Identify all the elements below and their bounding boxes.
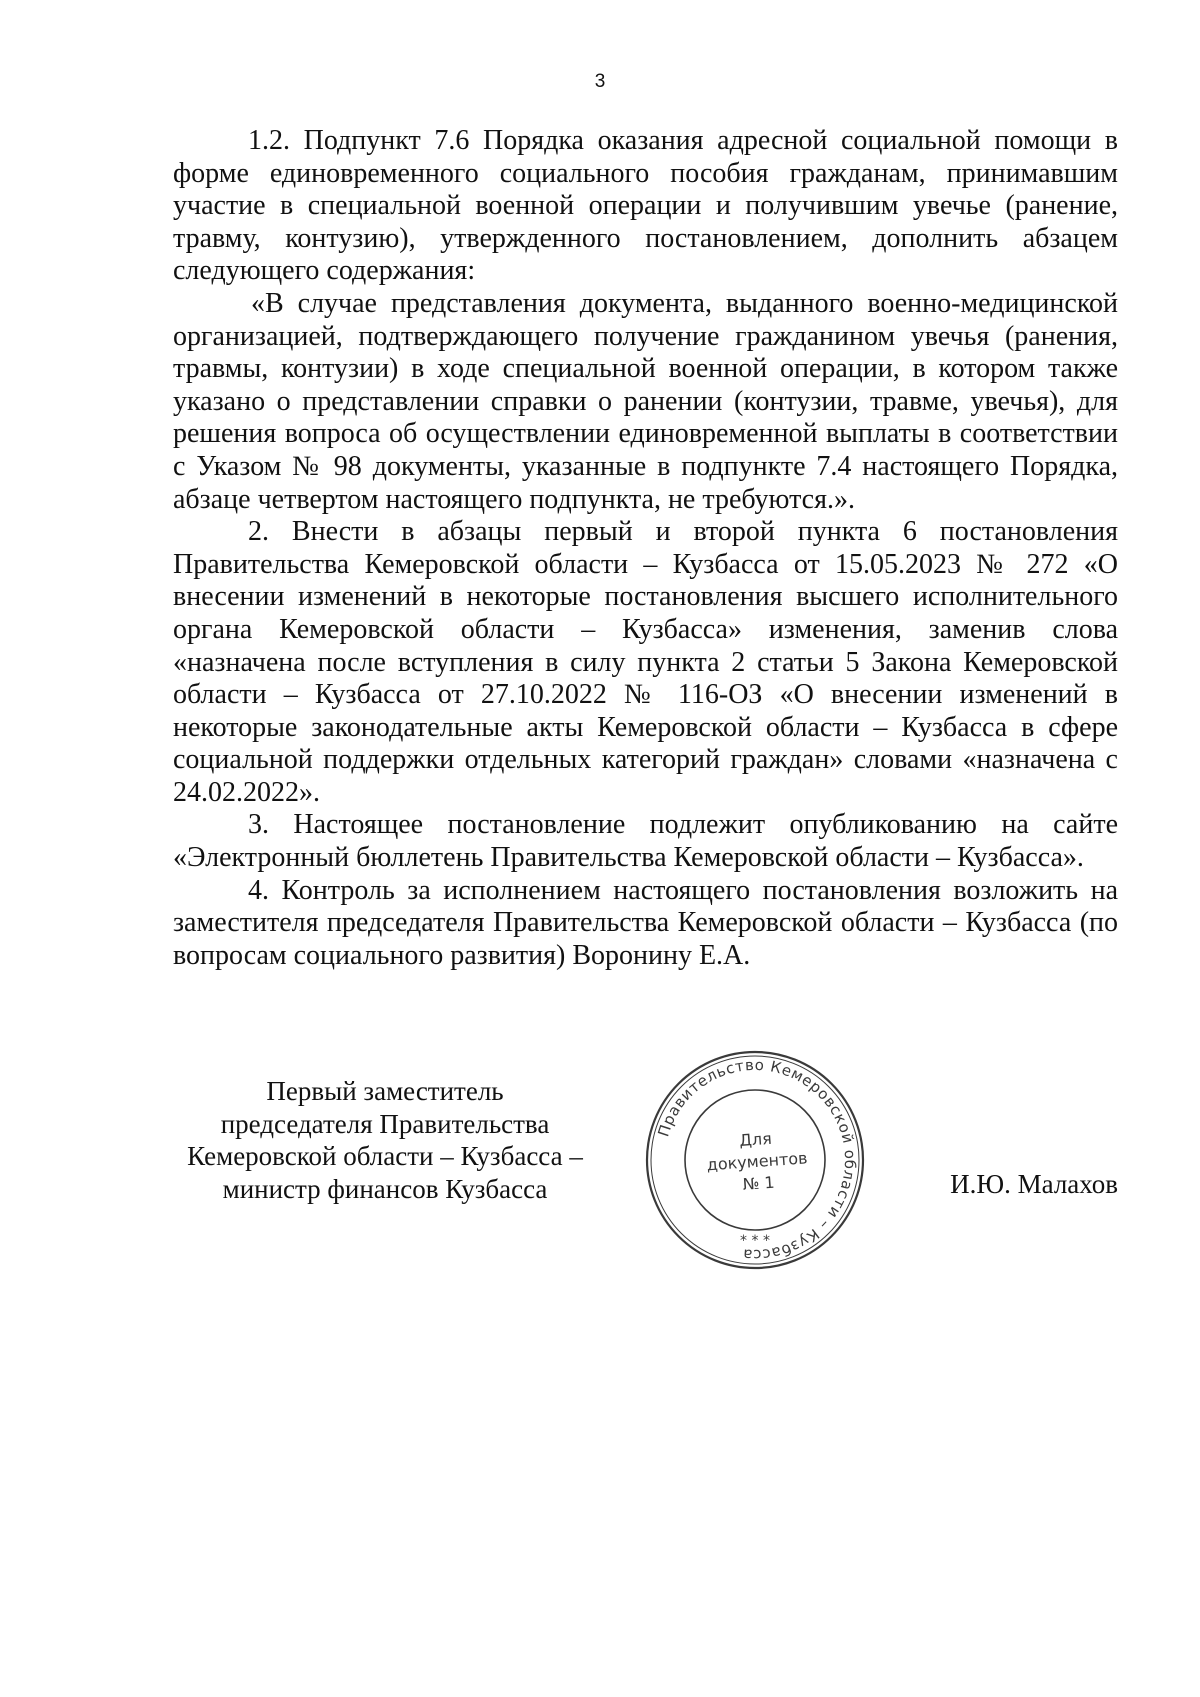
document-body <box>173 125 1118 972</box>
paragraph-2: 2. Внести в абзацы первый и второй пункта 6 постановления Правительства Кемеровской области – Кузбасса от 15.05.2023 № 272 «О внесении изменений в некоторые постановления высшего исполнительного органа Кемеровской области – Кузбасса» изменения, заменив слова «назначена после вступления в силу пункта 2 статьи 5 Закона Кемеровской области – Кузбасса от 27.10.2022 № 116-ОЗ «О внесении изменений в некоторые законодательные акты Кемеровской области – Кузбасса в сфере социальной поддержки отдельных категорий граждан» словами «назначена с 24.02.2022». <box>173 516 1118 808</box>
signatory-title-line: министр финансов Кузбасса <box>222 1173 548 1204</box>
signatory-title <box>160 1075 610 1205</box>
signatory-name: И.Ю. Малахов <box>950 1169 1118 1199</box>
paragraph-3: 3. Настоящее постановление подлежит опубликованию на сайте «Электронный бюллетень Правительства Кемеровской области – Кузбасса». <box>173 809 1118 874</box>
signatory-title-line: председателя Правительства <box>220 1108 550 1139</box>
signatory-title-line: Кемеровской области – Кузбасса – <box>187 1141 583 1171</box>
seal-center-line: Для <box>738 1128 773 1151</box>
paragraph-1-2: 1.2. Подпункт 7.6 Порядка оказания адресной социальной помощи в форме единовременного социального пособия гражданам, принимавшим участие в специальной военной операции и получившим увечье (ранение, травму, контузию), утвержденного постановлением, дополнить абзацем следующего содержания: <box>173 125 1118 287</box>
seal-center-line: № 1 <box>742 1172 776 1194</box>
paragraph-4: 4. Контроль за исполнением настоящего постановления возложить на заместителя председателя Правительства Кемеровской области – Кузбасса (по вопросам социального развития) Воронину Е.А. <box>173 874 1118 971</box>
seal-stars: * * * <box>740 1233 770 1249</box>
seal-ring-text: Правительство Кемеровской области – Кузбасса <box>654 1055 860 1265</box>
paragraph-quote: «В случае представления документа, выданного военно-медицинской организацией, подтверждающего получение гражданином увечья (ранения, травмы, контузии) в ходе специальной военной операции, в котором также указано о представлении справки о ранении (контузии, травме, увечья), для решения вопроса об осуществлении единовременной выплаты в соответствии с Указом № 98 документы, указанные в подпункте 7.4 настоящего Порядка, абзаце четвертом настоящего подпункта, не требуются.». <box>173 287 1118 515</box>
official-seal <box>640 1045 870 1275</box>
signatory-title-line: Первый заместитель <box>266 1076 504 1106</box>
seal-center-line: документов <box>706 1148 809 1175</box>
page-number: 3 <box>594 71 606 92</box>
